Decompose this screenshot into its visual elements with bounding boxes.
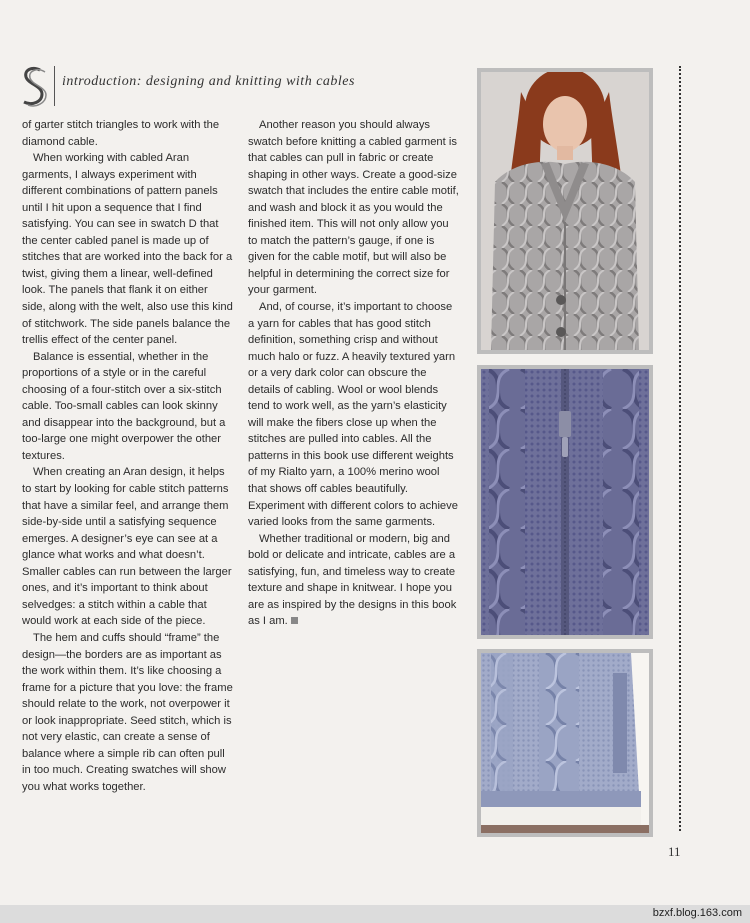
photo-blue-cable-sweater xyxy=(477,649,653,837)
text-column-right xyxy=(248,117,460,630)
paragraph: When working with cabled Aran garments, I always experiment with different combinations of pattern panels until I hit upon a sequence that I find satisfying. You can see in swatch D that the center cabled panel is made up of stitches that are worked into the back for a twist, giving them a linear, well-defined look. The panels that flank it on either side, along with the welt, also use this kind of stitchwork. The side panels balance the trellis effect of the center panel. xyxy=(22,152,233,347)
paragraph: Balance is essential, whether in the proportions of a style or in the careful choosing of a four-stitch over a six-stitch cable. Too-small cables can look skinny and disappear into the background, but a too-large one might overpower the other textures. xyxy=(22,350,226,462)
page-title: introduction: designing and knitting with cables xyxy=(62,74,355,89)
paragraph-last xyxy=(248,531,460,630)
paragraph: And, of course, it’s important to choose a yarn for cables that has good stitch definition, something crisp and without much halo or fuzz. A heavily textured yarn or a very dark color can obscure the details of cabling. Wool or wool blends tend to work well, as the yarn’s elasticity will make the fibers close up when the stitches are pulled into cables. All the patterns in this book use different weights of my Rialto yarn, a 100% merino wool that shows off cables beautifully. Experiment with different colors to achieve varied looks from the same garments. xyxy=(248,301,458,529)
paragraph-text: Whether traditional or modern, big and bold or delicate and intricate, cables are a satisfying, fun, and timeless way to create texture and shape in knitwear. I hope you are as inspired by the designs in this book as I am. xyxy=(248,532,457,628)
paragraph: Another reason you should always swatch before knitting a cabled garment is that cables can pull in fabric or create shaping in other ways. Create a good-size swatch that includes the entire cable motif, and wash and block it as you would the finished item. This will not only allow you to match the pattern’s gauge, if one is given for the cable motif, but will also be helpful in determining the correct size for your garment. xyxy=(248,119,459,297)
photo-grey-cardigan xyxy=(477,68,653,354)
header-divider xyxy=(54,66,55,106)
dotted-divider xyxy=(679,66,681,831)
paragraph: of garter stitch triangles to work with the diamond cable. xyxy=(22,119,220,148)
paragraph: When creating an Aran design, it helps to start by looking for cable stitch patterns that have a similar feel, and arrange them side-by-side until a satisfying sequence emerges. A designer’s eye can see at a glance what works and what doesn’t. Smaller cables can run between the larger ones, and it’s important to think about selvedges: a stitch within a cable that would work at each side of the piece. xyxy=(22,466,232,628)
text-column-left xyxy=(22,117,234,795)
photo-purple-cable-zipper xyxy=(477,365,653,639)
logo-s-icon xyxy=(18,64,50,110)
paragraph: The hem and cuffs should “frame” the design—the borders are as important as the work within them. It’s like choosing a frame for a picture that you love: the frame should relate to the work, not overpower it or look inappropriate. Seed stitch, which is not very elastic, can create a sense of balance where a simple rib can often pull in too much. Creating swatches will show you what works together. xyxy=(22,631,233,793)
end-of-article-icon xyxy=(291,617,298,624)
watermark-text: bzxf.blog.163.com xyxy=(652,907,742,919)
footer-strip xyxy=(0,905,750,923)
page-number: 11 xyxy=(668,844,681,859)
